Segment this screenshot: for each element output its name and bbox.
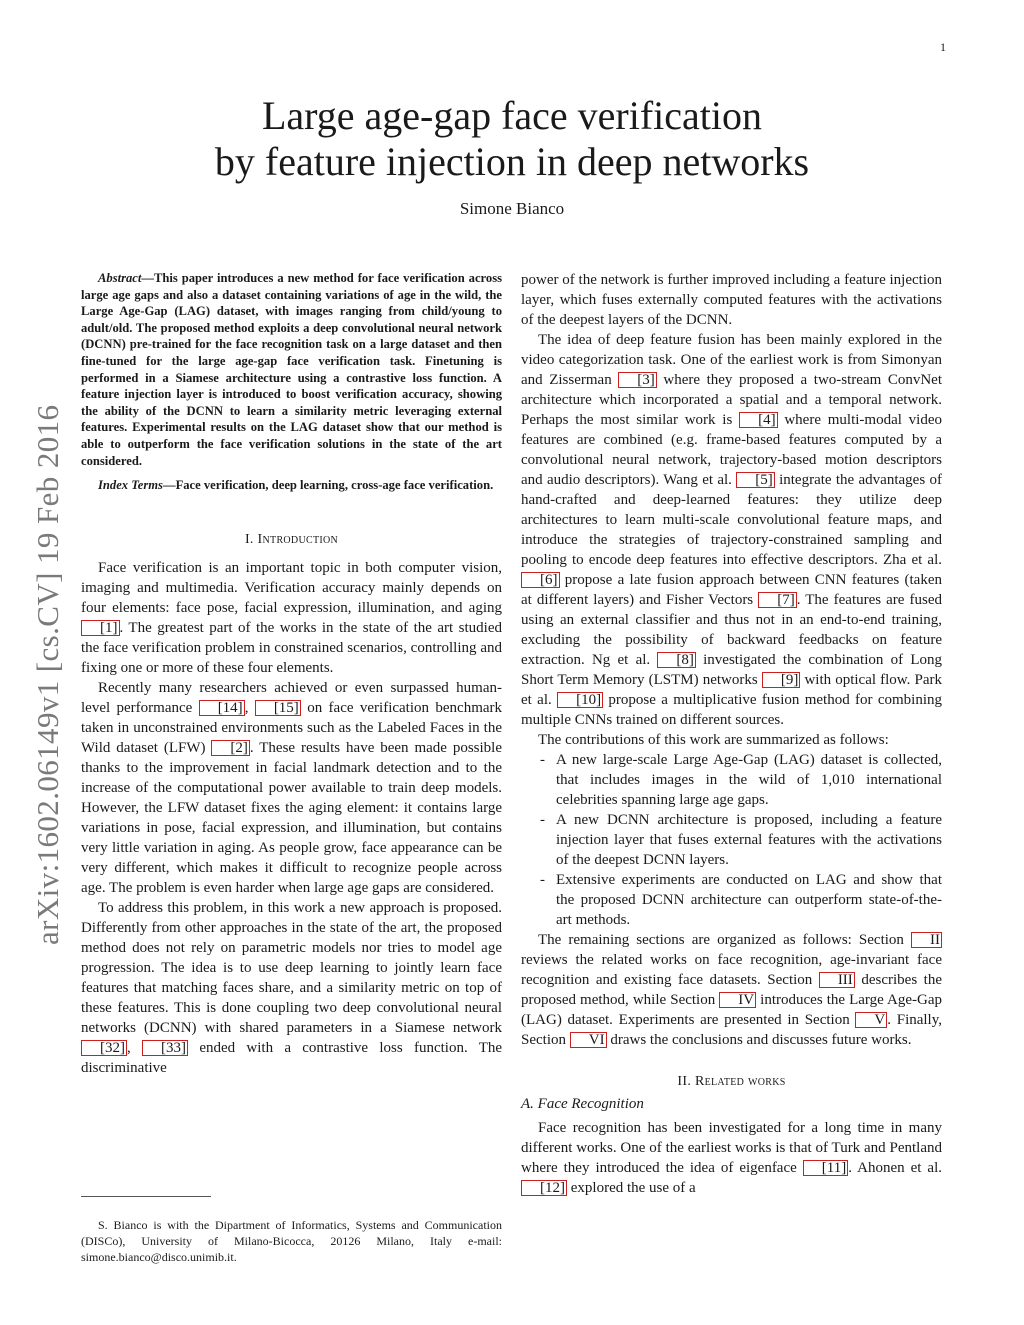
section-ref-link[interactable]: III xyxy=(819,972,855,988)
section-numeral: I. xyxy=(244,531,254,547)
list-dash: - xyxy=(540,872,545,888)
title-line-2: by feature injection in deep networks xyxy=(214,139,810,184)
subsection-heading-face-recognition: A. Face Recognition xyxy=(521,1096,644,1112)
citation-link[interactable]: [2] xyxy=(211,740,250,756)
intro-paragraph-2: Recently many researchers achieved or even surpassed human-level performance [14] , [15] on face verification benchmark taken in unconstrained environments such as the Labeled Faces in the Wild dataset (LFW) [2] . These results have been made possible thanks to the improvement in facial landmark detection and to the increase of the computational power available to train deep models. However, the LFW dataset fixes the aging element: it contains large variations in pose, facial expression, and illumination, but contains very little variation in aging. As people grow, face appearance can be very different, which makes it difficult to recognize people across age. The problem is even harder when large age gaps are considered. xyxy=(81,679,503,896)
title-line-1: Large age-gap face verification xyxy=(261,93,763,138)
right-column xyxy=(521,270,942,1198)
citation-link[interactable]: [33] xyxy=(142,1040,188,1056)
intro-paragraph-1: Face verification is an important topic in both computer vision, imaging and multimedia. Verification accuracy mainly depends on four elements: face pose, facial expression, illumination, and aging [1] . The greatest part of the works in the state of the art studied the face verification problem in constrained scenarios, controlling and fixing one or more of these four elements. xyxy=(81,559,502,676)
arxiv-identifier-stamp: arXiv:1602.06149v1 [cs.CV] 19 Feb 2016 xyxy=(30,404,65,945)
citation-link[interactable]: [11] xyxy=(803,1160,848,1176)
contributions-list xyxy=(521,750,942,930)
citation-link[interactable]: [10] xyxy=(557,692,603,708)
related-works-paragraph-1: Face recognition has been investigated for a long time in many different works. One of the earliest works is that of Turk and Pentland where they introduced the idea of eigenface [11] . Ahonen et al. [12] explored the use of a xyxy=(521,1120,943,1196)
abstract-label: Abstract xyxy=(98,271,142,285)
citation-link[interactable]: [5] xyxy=(736,472,775,488)
left-column xyxy=(81,270,502,1078)
citation-link[interactable]: [6] xyxy=(521,572,560,588)
citation-link[interactable]: [4] xyxy=(739,412,778,428)
list-dash: - xyxy=(540,752,545,768)
citation-link[interactable]: [12] xyxy=(521,1180,567,1196)
section-ref-link[interactable]: IV xyxy=(719,992,756,1008)
section-ref-link[interactable]: II xyxy=(911,932,942,948)
list-item: - Extensive experiments are conducted on LAG and show that the proposed DCNN architecture can outperform state-of-the-art methods. xyxy=(540,872,942,928)
footnote-rule xyxy=(81,1196,211,1197)
page-number: 1 xyxy=(940,40,946,54)
author-name: Simone Bianco xyxy=(459,199,565,218)
intro-paragraph-3: To address this problem, in this work a new approach is proposed. Differently from other approaches in the state of the art, the proposed method does not rely on parametric models nor tries to model age progression. The idea is to use deep learning to jointly learn face features that matching faces share, and a similarity metric on top of these features. This is done coupling two deep convolutional neural networks (DCNN) with shared parameters in a Siamese network [32] , [33] ended with a contrastive loss function. The discriminative xyxy=(81,899,503,1076)
citation-link[interactable]: [9] xyxy=(762,672,801,688)
paper-title xyxy=(0,93,1024,185)
citation-link[interactable]: [1] xyxy=(81,620,120,636)
abstract-text: This paper introduces a new method for face verification across large age gaps and also a dataset containing variations of age in the wild, the Large Age-Gap (LAG) dataset, with images ranging from child/young to adult/old. The proposed method exploits a deep convolutional neural network (DCNN) pre-trained for the face recognition task on a large dataset and then fine-tuned for the large age-gap face verification task. Finetuning is performed in a Siamese architecture using a contrastive loss function. A feature injection layer is introduced to boost verification accuracy, showing the ability of the DCNN to learn a similarity metric leveraging external features. Experimental results on the LAG dataset show that our method is able to outperform the face verification solutions in the state of the art considered. xyxy=(81,271,502,468)
section-numeral: II. xyxy=(677,1074,692,1089)
index-terms-dash: — xyxy=(162,478,176,493)
section-title: Introduction xyxy=(257,531,339,547)
list-item: - A new large-scale Large Age-Gap (LAG) dataset is collected, that includes images in the wild of 1,010 international celebrities spanning large age gaps. xyxy=(540,752,942,808)
citation-link[interactable]: [32] xyxy=(81,1040,127,1056)
section-title: Related works xyxy=(694,1074,786,1089)
index-terms xyxy=(81,477,502,494)
abstract-dash: — xyxy=(141,271,154,285)
citation-link[interactable]: [14] xyxy=(199,700,245,716)
intro-paragraph-organization: The remaining sections are organized as follows: Section II reviews the related works on face recognition, age-invariant face recognition and existing face datasets. Section III describes the proposed method, while Section IV introduces the Large Age-Gap (LAG) dataset. Experiments are presented in Section V . Finally, Section VI draws the conclusions and discusses future works. xyxy=(521,932,943,1048)
index-terms-label: Index Terms xyxy=(98,478,163,493)
citation-link[interactable]: [8] xyxy=(657,652,696,668)
list-item: - A new DCNN architecture is proposed, including a feature injection layer that fuses external features with the activations of the deepest DCNN layers. xyxy=(540,812,942,868)
section-ref-link[interactable]: VI xyxy=(570,1032,607,1048)
intro-paragraph-5: The idea of deep feature fusion has been mainly explored in the video categorization task. One of the earliest work is from Simonyan and Zisserman [3] where they proposed a two-stream ConvNet architecture which incorporated a spatial and a temporal network. Perhaps the most similar work is [4] where multi-modal video features are combined (e.g. frame-based features computed by a convolutional neural network, trajectory-based motion descriptors and audio descriptors). Wang et al. [5] integrate the advantages of hand-crafted and deep-learned features: they utilize deep architectures to learn multi-scale convolutional feature maps, and introduce the strategies of trajectory-constrained sampling and pooling to encode deep features into effective descriptors. Zha et al. [6] propose a late fusion approach between CNN features (taken at different layers) and Fisher Vectors [7] . The features are fused using an external classifier and thus not in an end-to-end training, excluding the possibility of backward feedbacks on feature extraction. Ng et al. [8] investigated the combination of Long Short Term Memory (LSTM) networks [9] with optical flow. Park et al. [10] propose a multiplicative fusion method for combining multiple CNNs trained on different sources. xyxy=(521,332,943,728)
abstract xyxy=(81,270,502,469)
citation-link[interactable]: [3] xyxy=(618,372,657,388)
section-ref-link[interactable]: V xyxy=(855,1012,887,1028)
contributions-intro: The contributions of this work are summarized as follows: xyxy=(538,732,889,748)
list-dash: - xyxy=(540,812,545,828)
citation-link[interactable]: [7] xyxy=(758,592,797,608)
section-heading-related-works xyxy=(521,1072,942,1092)
intro-paragraph-4: power of the network is further improved including a feature injection layer, which fuses externally computed features with the activations of the deepest layers of the DCNN. xyxy=(521,272,942,328)
index-terms-text: Face verification, deep learning, cross-age face verification. xyxy=(175,478,494,493)
author-footnote: S. Bianco is with the Dipartment of Informatics, Systems and Communication (DISCo), University of Milano-Bicocca, 20126 Milano, Italy e-mail: simone.bianco@disco.unimib.it. xyxy=(81,1218,502,1264)
citation-link[interactable]: [15] xyxy=(255,700,301,716)
section-heading-introduction xyxy=(81,530,502,550)
